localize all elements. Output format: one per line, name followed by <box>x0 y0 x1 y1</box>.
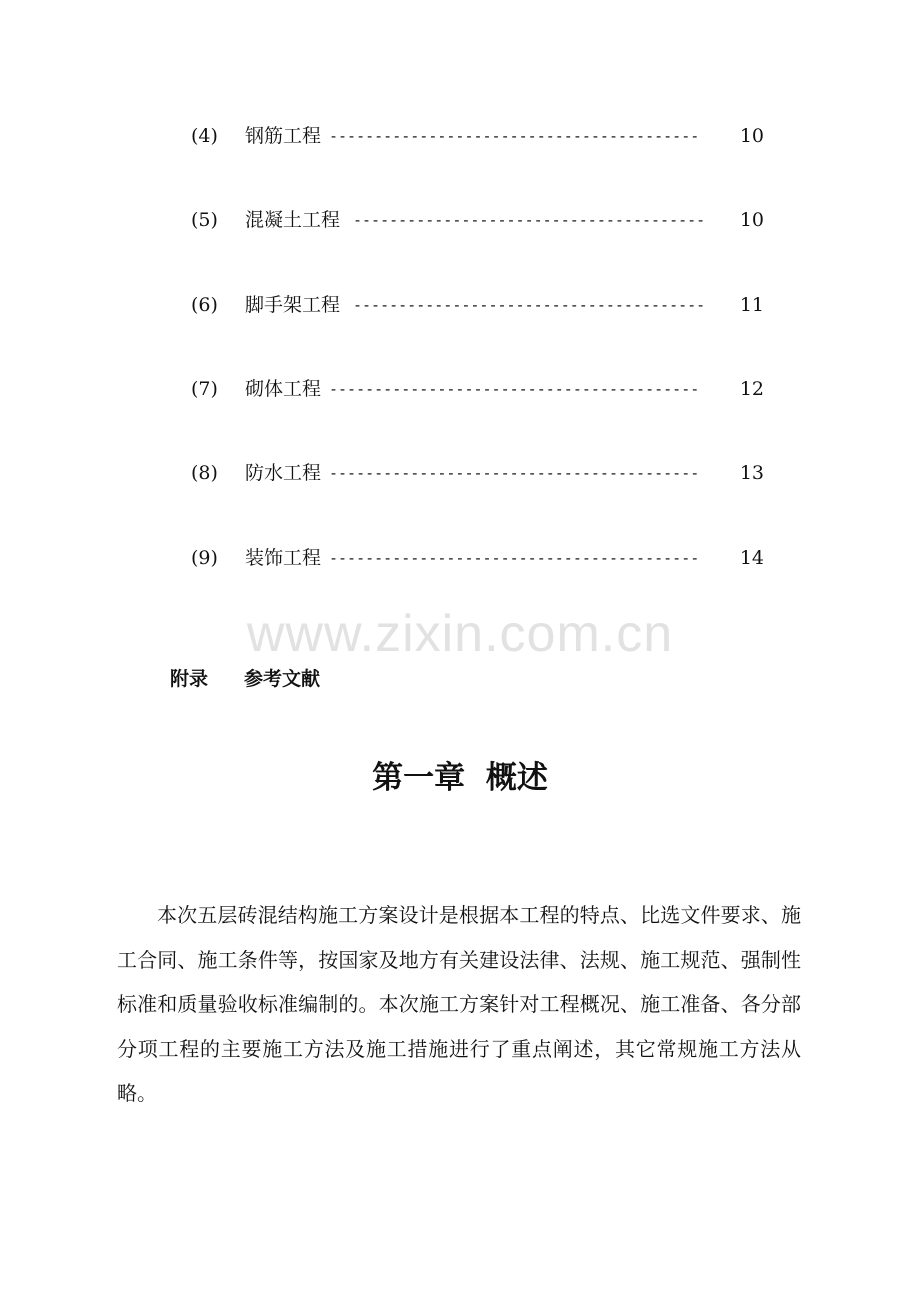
toc-page-number: 10 <box>739 125 764 147</box>
toc-title: 装饰工程 <box>245 547 322 569</box>
toc-number: (8) <box>191 462 218 484</box>
toc-page-number: 11 <box>739 294 764 316</box>
toc-number: (4) <box>191 125 218 147</box>
toc-entry <box>191 205 766 235</box>
toc-entry <box>191 121 766 151</box>
toc-number: (9) <box>191 547 218 569</box>
toc-entry <box>191 543 766 573</box>
toc-leader: ----------------------------------------- <box>329 380 700 398</box>
toc-title: 砌体工程 <box>245 378 322 400</box>
toc-title: 防水工程 <box>245 462 322 484</box>
toc-title: 脚手架工程 <box>245 294 341 316</box>
body-paragraph: 本次五层砖混结构施工方案设计是根据本工程的特点、比选文件要求、施工合同、施工条件等，按国家及地方有关建设法律、法规、施工规范、强制性标准和质量验收标准编制的。本次施工方案针对工程概况、施工准备、各分部分项工程的主要施工方法及施工措施进行了重点阐述，其它常规施工方法从略。 <box>117 903 801 1105</box>
toc-entry <box>191 290 766 320</box>
toc-entry <box>191 458 766 488</box>
toc-number: (7) <box>191 378 218 400</box>
toc-number: (5) <box>191 209 218 231</box>
toc-title: 混凝土工程 <box>245 209 341 231</box>
toc-page-number: 10 <box>739 209 764 231</box>
toc-leader: --------------------------------------- <box>353 296 706 314</box>
toc-leader: ----------------------------------------- <box>329 549 700 567</box>
toc-leader: --------------------------------------- <box>353 211 706 229</box>
toc-page-number: 12 <box>739 378 764 400</box>
toc-number: (6) <box>191 294 218 316</box>
watermark: www.zixin.com.cn <box>246 605 674 663</box>
chapter-title: 第一章 概述 <box>372 760 548 796</box>
appendix-label: 附录 <box>170 668 209 690</box>
toc-page-number: 14 <box>739 547 764 569</box>
appendix-heading <box>170 664 320 691</box>
toc-page-number: 13 <box>739 462 764 484</box>
toc-leader: ----------------------------------------- <box>329 464 700 482</box>
toc-title: 钢筋工程 <box>245 125 322 147</box>
toc-leader: ----------------------------------------- <box>329 127 700 145</box>
appendix-title: 参考文献 <box>244 668 321 690</box>
toc-entry <box>191 374 766 404</box>
